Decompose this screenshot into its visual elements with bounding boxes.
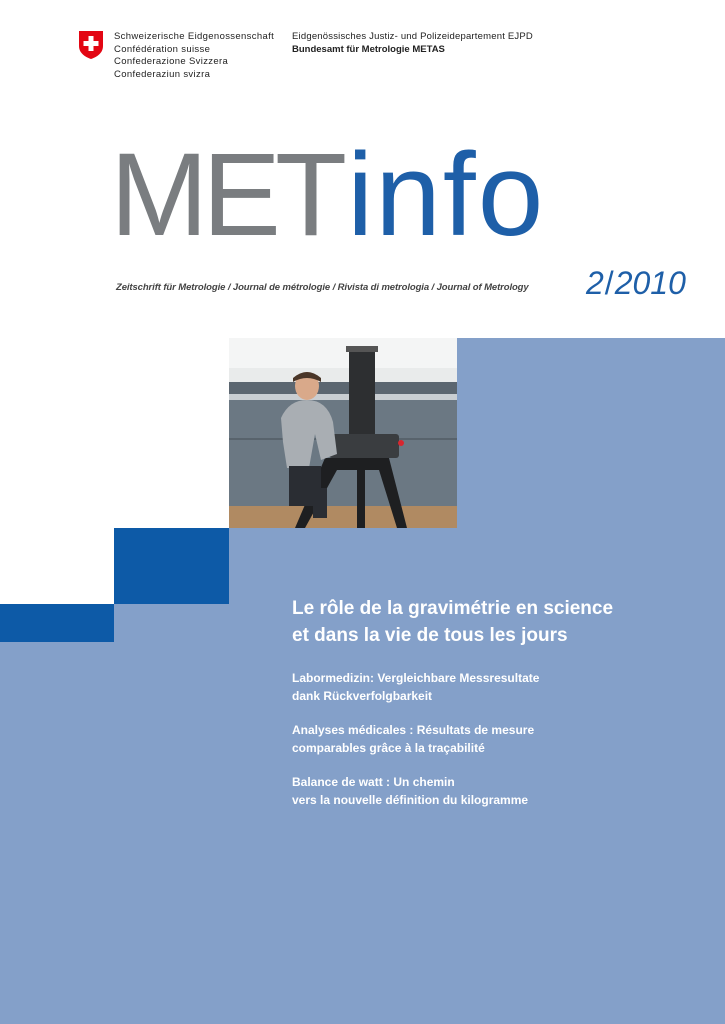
department-name: Eidgenössisches Justiz- und Polizeidepartement EJPD [292, 31, 533, 42]
article-line: Analyses médicales : Résultats de mesure [292, 723, 535, 737]
logo-met: MET [110, 129, 342, 261]
dark-blue-strip [0, 604, 114, 642]
issue-year: 2010 [614, 265, 686, 301]
cover-headline [292, 595, 692, 649]
dark-blue-square [114, 528, 229, 604]
article-line: dank Rückverfolgbarkeit [292, 688, 433, 703]
journal-subtitle: Zeitschrift für Metrologie / Journal de métrologie / Rivista di metrologia / Journal of Metrology [116, 282, 529, 293]
confederation-names [114, 31, 274, 81]
confederation-line: Schweizerische Eidgenossenschaft [114, 31, 275, 42]
office-name: Bundesamt für Metrologie METAS [292, 43, 445, 55]
article-teaser [292, 722, 672, 757]
confederation-line: Confederaziun svizra [114, 68, 211, 80]
metinfo-logo [110, 129, 546, 261]
article-line: comparables grâce à la traçabilité [292, 740, 485, 755]
department-block [292, 31, 533, 56]
headline-line: Le rôle de la gravimétrie en science [292, 598, 614, 619]
article-teaser [292, 670, 672, 705]
headline-line: et dans la vie de tous les jours [292, 625, 568, 646]
blue-panel-left [0, 642, 114, 1024]
logo-info: info [347, 129, 546, 261]
article-teaser [292, 774, 672, 809]
cover-photo [229, 338, 457, 528]
swiss-cross-icon [78, 30, 104, 60]
confederation-line: Confédération suisse [114, 43, 211, 55]
article-line: vers la nouvelle définition du kilogramme [292, 792, 529, 807]
article-line: Balance de watt : Un chemin [292, 775, 455, 789]
confederation-line: Confederazione Svizzera [114, 56, 229, 68]
issue-slash: / [604, 265, 614, 301]
article-line: Labormedizin: Vergleichbare Messresultate [292, 671, 540, 685]
issue-num: 2 [586, 265, 604, 301]
issue-number [586, 265, 686, 302]
